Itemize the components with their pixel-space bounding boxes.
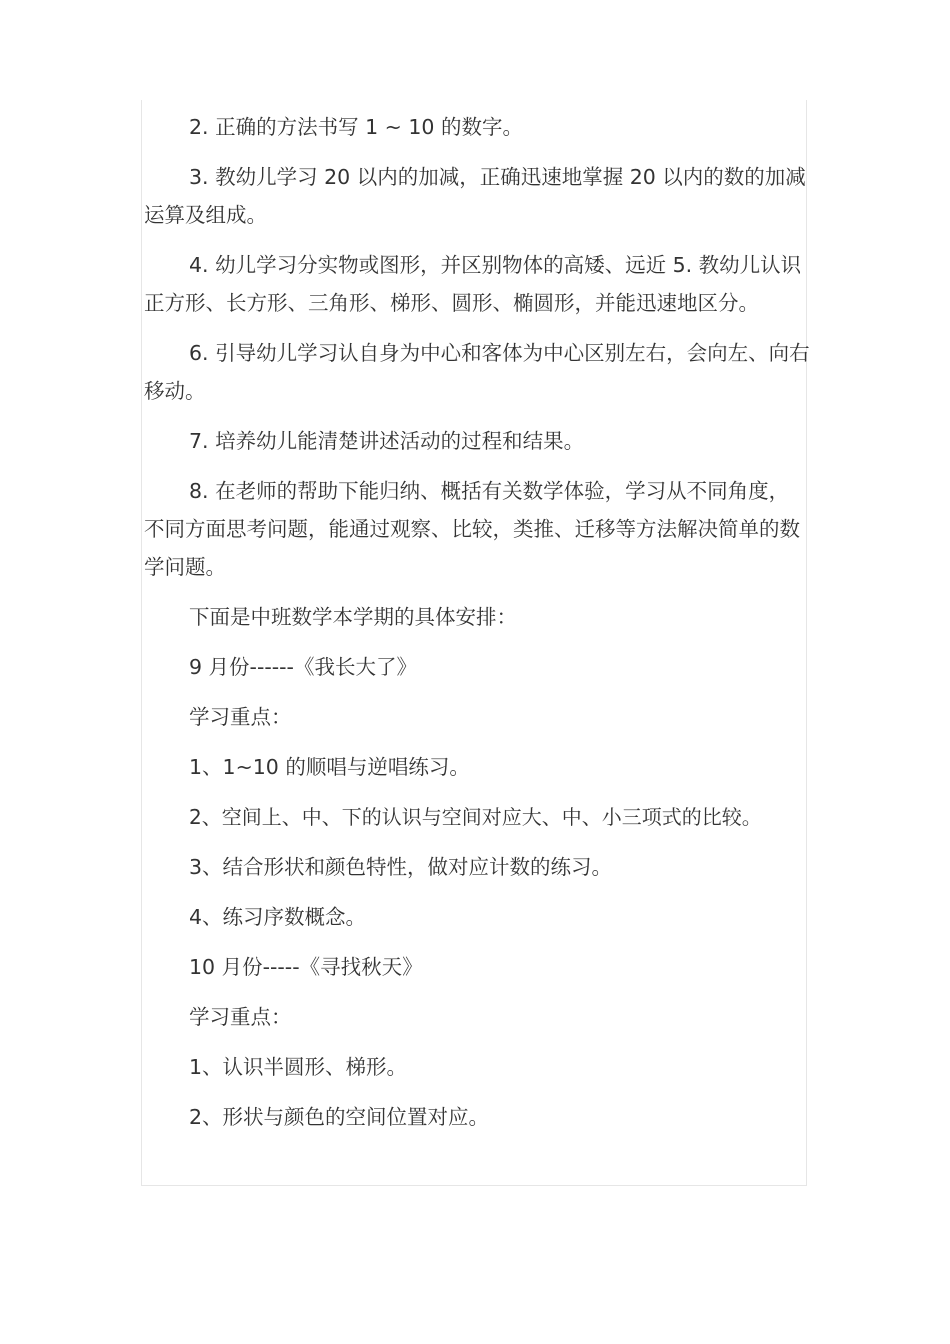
paragraph-schedule-intro: 下面是中班数学本学期的具体安排： bbox=[189, 605, 517, 629]
list-item-september-3: 3、结合形状和颜色特性，做对应计数的练习。 bbox=[189, 855, 613, 879]
list-item-october-2: 2、形状与颜色的空间位置对应。 bbox=[189, 1105, 490, 1129]
list-item-september-1: 1、1~10 的顺唱与逆唱练习。 bbox=[189, 755, 470, 779]
label-key-points-september: 学习重点： bbox=[189, 705, 292, 729]
paragraph-goal-2: 2. 正确的方法书写 1 ~ 10 的数字。 bbox=[189, 115, 523, 139]
paragraph-goal-6: 6. 引导幼儿学习认自身为中心和客体为中心区别左右，会向左、向右移动。 bbox=[144, 341, 810, 403]
list-item-october-1: 1、认识半圆形、梯形。 bbox=[189, 1055, 408, 1079]
paragraph-goal-8: 8. 在老师的帮助下能归纳、概括有关数学体验，学习从不同角度，不同方面思考问题，能通过观察、比较，类推、迁移等方法解决简单的数学问题。 bbox=[144, 479, 800, 579]
paragraph-goal-7: 7. 培养幼儿能清楚讲述活动的过程和结果。 bbox=[189, 429, 585, 453]
heading-september: 9 月份------《我长大了》 bbox=[189, 655, 417, 679]
paragraph-goal-3: 3. 教幼儿学习 20 以内的加减，正确迅速地掌握 20 以内的数的加减运算及组成。 bbox=[144, 165, 806, 227]
label-key-points-october: 学习重点： bbox=[189, 1005, 292, 1029]
list-item-september-4: 4、练习序数概念。 bbox=[189, 905, 367, 929]
document-body bbox=[144, 108, 824, 1148]
heading-october: 10 月份-----《寻找秋天》 bbox=[189, 955, 423, 979]
list-item-september-2: 2、空间上、中、下的认识与空间对应大、中、小三项式的比较。 bbox=[189, 805, 762, 829]
paragraph-goal-4-5: 4. 幼儿学习分实物或图形，并区别物体的高矮、远近 5. 教幼儿认识正方形、长方形、三角形、梯形、圆形、椭圆形，并能迅速地区分。 bbox=[144, 253, 802, 315]
